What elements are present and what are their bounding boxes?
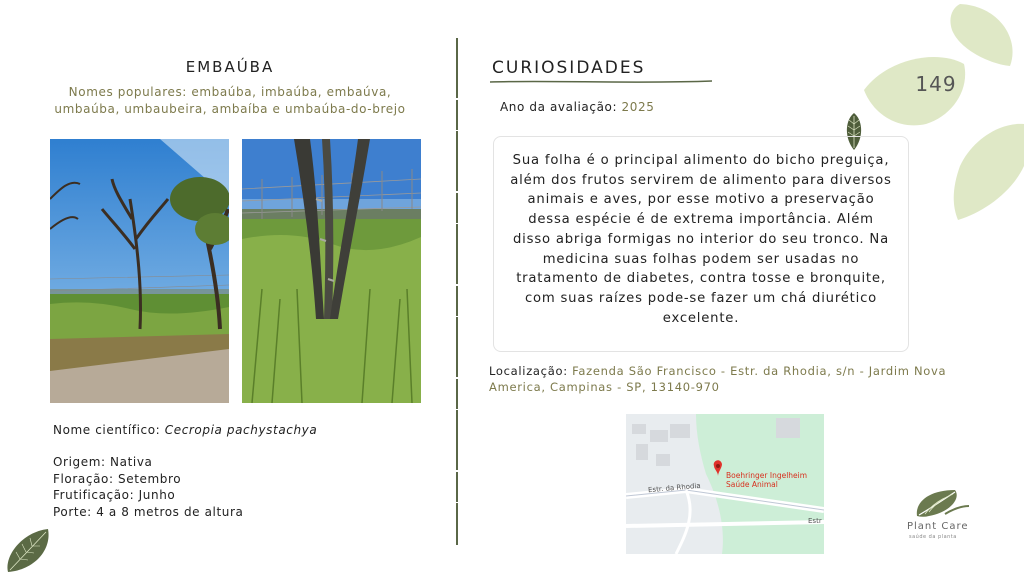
curiosities-title: CURIOSIDADES xyxy=(492,58,646,78)
year-label: Ano da avaliação: xyxy=(500,100,622,114)
map-place-line1: Boehringer Ingelheim xyxy=(726,471,808,480)
popular-names: Nomes populares: embaúba, imbaúba, embaúva, umbaúba, umbaubeira, ambaíba e umbaúba-do-brejo xyxy=(54,85,406,116)
plant-care-logo xyxy=(905,488,985,552)
tree-photo-1 xyxy=(50,139,229,403)
map-road-label-2: Estr xyxy=(808,517,822,525)
scientific-name-line xyxy=(53,423,317,437)
flowering: Floração: Setembro xyxy=(53,471,182,486)
title-underline xyxy=(488,78,714,86)
evaluation-year xyxy=(500,100,655,114)
plant-title: EMBAÚBA xyxy=(185,58,275,76)
plant-facts xyxy=(53,454,243,520)
fruiting: Frutificação: Junho xyxy=(53,488,176,502)
location-value: Fazenda São Francisco - Estr. da Rhodia, s/n - Jardim Nova America, Campinas - SP, 13140-970 xyxy=(489,364,947,394)
location-map[interactable] xyxy=(626,414,824,554)
scientific-label: Nome científico: xyxy=(53,423,165,437)
page-number: 149 xyxy=(915,72,957,96)
curiosities-text: Sua folha é o principal alimento do bicho preguiça, além dos frutos servirem de alimento para diversos animais e aves, por esse motivo a preservação dessa espécie é de extrema importância. Além disso abriga formigas no interior do seu tronco. Na medicina suas folhas podem ser usadas no tratamento de diabetes, contra tosse e bronquite, com suas raízes pode-se fazer um chá diurético excelente. xyxy=(510,153,892,326)
map-place-line2: Saúde Animal xyxy=(726,480,778,489)
leaf-icon-bottom-left xyxy=(2,526,52,574)
map-road-label: Estr. da Rhodia xyxy=(647,481,701,495)
scientific-name: Cecropia pachystachya xyxy=(164,423,318,437)
vertical-divider xyxy=(455,38,459,545)
leaf-shape xyxy=(954,124,1024,220)
year-value: 2025 xyxy=(621,100,655,114)
curiosities-card xyxy=(493,136,909,352)
tree-photo-2 xyxy=(242,139,421,403)
location xyxy=(489,364,989,395)
location-label: Localização: xyxy=(489,364,573,378)
logo-subtext: saúde da planta xyxy=(909,534,957,540)
size: Porte: 4 a 8 metros de altura xyxy=(53,504,244,519)
logo-text: Plant Care xyxy=(907,521,969,532)
origin: Origem: Nativa xyxy=(53,455,153,469)
leaf-shape xyxy=(950,4,1012,66)
